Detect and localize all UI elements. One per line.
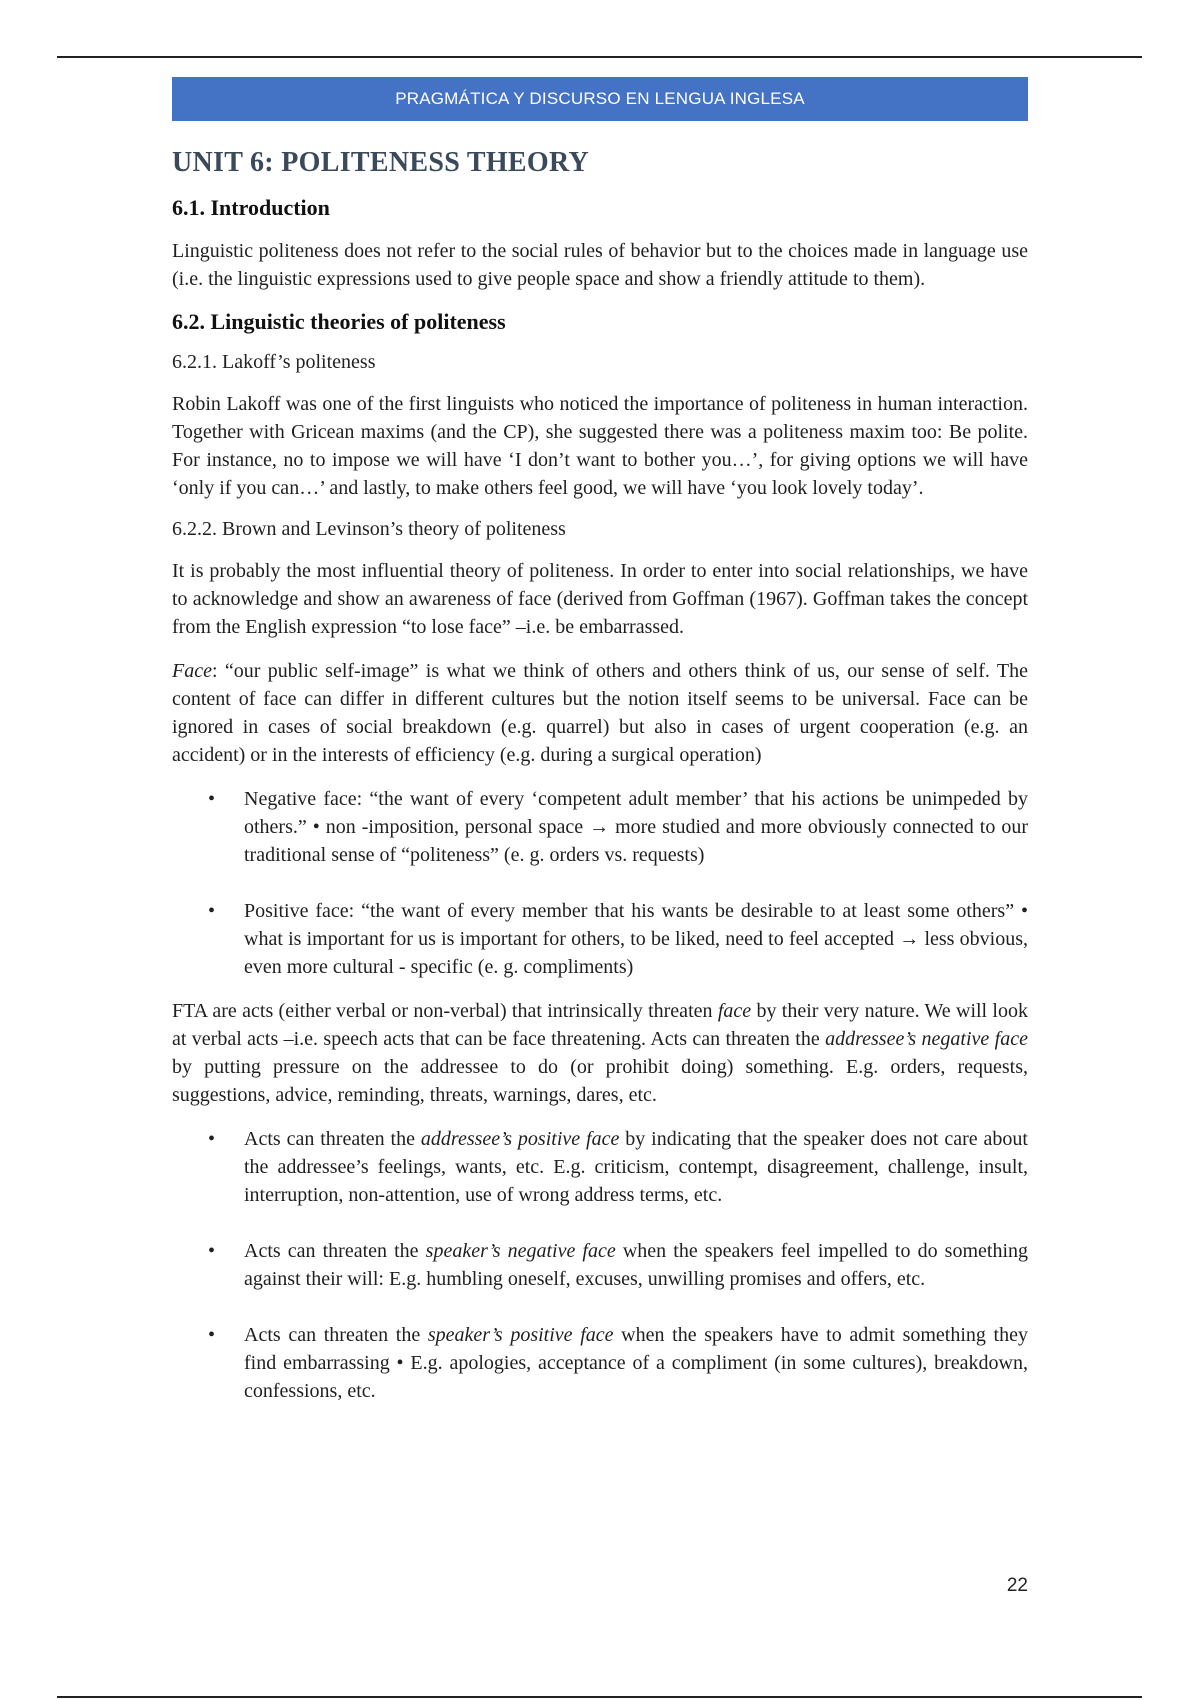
page-number: 22 — [1006, 1575, 1028, 1596]
fta-term-addressee-negative-face: addressee’s negative face — [825, 1028, 1028, 1050]
act-text: Acts can threaten the — [244, 1324, 428, 1346]
fta-text-2: by their very nature. We will look at verbal acts –i.e. speech acts that can be face threatening. Acts can threaten the — [172, 1000, 1028, 1050]
header-banner — [172, 77, 1028, 121]
act-term: addressee’s positive face — [420, 1128, 620, 1150]
face-term: Face — [172, 660, 212, 682]
lakoff-paragraph: Robin Lakoff was one of the first linguists who noticed the importance of politeness in human interaction. Together with Gricean maxims (and the CP), she suggested there was a politeness maxim too: Be polite. For instance, no to impose we will have ‘I don’t want to bother you…’, for giving options we will have ‘only if you can…’ and lastly, to make others feel good, we will have ‘you look lovely today’. — [172, 393, 1028, 499]
face-definition-paragraph — [172, 657, 1028, 769]
list-item-text: Positive face: “the want of every member that his wants be desirable to at least some others” • what is important for us is important for others, to be liked, need to feel accepted → less obvious, even more cultural - specific (e. g. compliments) — [244, 900, 1028, 978]
list-item — [172, 1321, 1028, 1405]
act-text: Acts can threaten the — [244, 1240, 426, 1262]
list-item — [172, 1125, 1028, 1209]
fta-text-3: by putting pressure on the addressee to do (or prohibit doing) something. E.g. orders, requests, suggestions, advice, reminding, threats, warnings, dares, etc. — [172, 1056, 1028, 1106]
face-definition-text: : “our public self-image” is what we think of others and others think of us, our sense of self. The content of face can differ in different cultures but the notion itself seems to be universal. Face can be ignored in cases of social breakdown (e.g. quarrel) but also in cases of urgent cooperation (e.g. an accident) or in the interests of efficiency (e.g. during a surgical operation) — [172, 660, 1028, 766]
act-text: Acts can threaten the — [244, 1128, 421, 1150]
bullet-icon: • — [208, 900, 216, 922]
fta-paragraph — [172, 997, 1028, 1109]
list-item — [172, 785, 1028, 869]
brown-levinson-paragraph: It is probably the most influential theory of politeness. In order to enter into social relationships, we have to acknowledge and show an awareness of face (derived from Goffman (1967). Goffman takes the concept from the English expression “to lose face” –i.e. be embarrassed. — [172, 560, 1028, 638]
act-text: by indicating that the speaker does not care about the addressee’s feelings, wants, etc. E.g. criticism, contempt, disagreement, challenge, insult, interruption, non-attention, use of wrong address terms, etc. — [244, 1128, 1028, 1206]
bullet-icon: • — [208, 1324, 216, 1346]
act-text: when the speakers have to admit something they find embarrassing • E.g. apologies, acceptance of a compliment (in some cultures), breakdown, confessions, etc. — [244, 1324, 1028, 1402]
section-heading-theories: 6.2. Linguistic theories of politeness — [172, 309, 506, 334]
subsection-heading-brown-levinson: 6.2.2. Brown and Levinson’s theory of politeness — [172, 518, 566, 540]
subsection-heading-lakoff: 6.2.1. Lakoff’s politeness — [172, 351, 376, 373]
intro-paragraph: Linguistic politeness does not refer to the social rules of behavior but to the choices made in language use (i.e. the linguistic expressions used to give people space and show a friendly attitude to them). — [172, 240, 1028, 290]
bullet-icon: • — [208, 788, 216, 810]
act-term: speaker’s negative face — [425, 1240, 616, 1262]
top-rule — [57, 56, 1142, 58]
fta-acts-list — [172, 1125, 1028, 1405]
list-item-text: Negative face: “the want of every ‘competent adult member’ that his actions be unimpeded by others.” • non -imposition, personal space → more studied and more obviously connected to our traditional sense of “politeness” (e. g. orders vs. requests) — [244, 788, 1028, 866]
page-content — [172, 77, 1028, 1405]
fta-text-1: FTA are acts (either verbal or non-verbal) that intrinsically threaten — [172, 1000, 718, 1022]
bullet-icon: • — [208, 1240, 216, 1262]
bullet-icon: • — [208, 1128, 216, 1150]
list-item — [172, 1237, 1028, 1293]
act-term: speaker’s positive face — [427, 1324, 614, 1346]
section-heading-introduction: 6.1. Introduction — [172, 195, 330, 220]
fta-term-face: face — [717, 1000, 752, 1022]
bottom-rule — [57, 1696, 1142, 1698]
act-text: when the speakers feel impelled to do something against their will: E.g. humbling oneself, excuses, unwilling promises and offers, etc. — [244, 1240, 1028, 1290]
banner-text: PRAGMÁTICA Y DISCURSO EN LENGUA INGLESA — [395, 89, 805, 108]
unit-title: UNIT 6: POLITENESS THEORY — [172, 147, 590, 178]
face-types-list — [172, 785, 1028, 981]
list-item — [172, 897, 1028, 981]
